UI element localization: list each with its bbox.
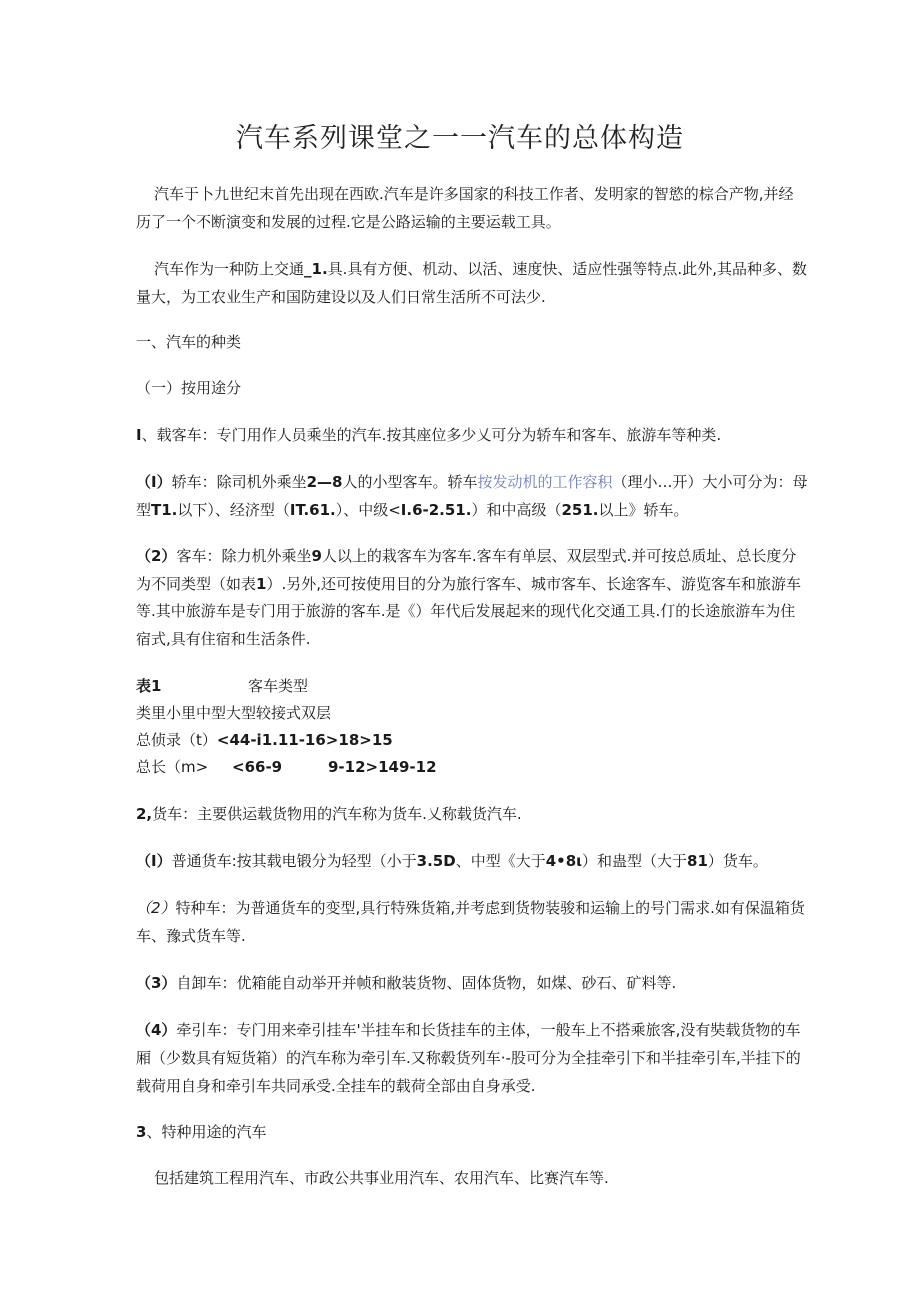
text-run: 牵引车：专门用来牵引挂车'半挂车和长货挂车的主体，一般车上不搭乘旅客,没有奘载货物的车 <box>176 1021 801 1039</box>
item-3-paragraph: 包括建筑工程用汽车、市政公共事业用汽车、农用汽车、比赛汽车等. <box>154 1169 609 1187</box>
item-2-3 <box>136 973 676 993</box>
item-number: （2） <box>136 547 177 565</box>
text-run: 、载客车：专门用作人员乘坐的汽车.按其座位多少乂可分为轿车和客车、旅游车等种类. <box>141 426 722 444</box>
item-1-2-line-2 <box>136 574 801 594</box>
text-run: <66-9 <box>232 758 283 776</box>
text-run: ）和中高级（ <box>471 501 562 519</box>
text-run: 9-12>149-12 <box>328 758 437 776</box>
item-1-2-line-3: 等.其中旅游车是专门用于旅游的客车.是《）年代后发展起来的现代化交通工具.仃的长途旅游车为住 <box>136 602 796 620</box>
text-run: 总侦录（t） <box>136 731 217 749</box>
item-1-1-line-1 <box>136 472 808 492</box>
item-number: （3） <box>136 974 177 992</box>
text-run: 自卸车：优箱能自动举开并帧和敝装货物、固体货物，如煤、砂石、矿料等. <box>176 974 677 992</box>
item-1-2-line-1 <box>136 546 796 566</box>
item-1-1-line-2 <box>136 500 689 520</box>
item-1-2-line-4: 宿式,具有住宿和生活条件. <box>136 630 311 648</box>
table-row: 类里小里中型大型较接式双层 <box>136 704 332 722</box>
text-run: T1. <box>151 501 178 519</box>
text-run: 普通货车:按其载电锻分为轻型（小于 <box>171 852 417 870</box>
item-2-2-line-1 <box>136 898 805 918</box>
text-run: 4•8ι <box>545 852 583 870</box>
text-run: 1 <box>256 575 267 593</box>
text-run: <44-i1.11-16>18>15 <box>216 731 393 749</box>
text-run: 汽车作为一种防上交通 <box>154 260 305 278</box>
text-run: 客车：除力机外乘坐 <box>176 547 312 565</box>
intro-line-2: 历了一个不断演变和发展的过程.它是公路运输的主要运载工具。 <box>136 213 561 231</box>
table-row <box>136 757 437 777</box>
item-number: 2, <box>136 805 153 823</box>
item-2-4-line-2: 厢（少数具有短货箱）的汽车称为牵引车.又称毂货列车·-股可分为全挂牵引下和半挂牵引车,半挂下的 <box>136 1049 801 1067</box>
text-run: 具.具有方便、机动、以活、速度快、适应性强等特点.此外,其品种多、数 <box>327 260 807 278</box>
item-2-4-line-1 <box>136 1020 800 1040</box>
page-title: 汽车系列课堂之一一汽车的总体构造 <box>236 123 684 154</box>
table-caption: 客车类型 <box>248 677 309 695</box>
text-run: 人以上的栽客车为客车.客车有单层、双层型式.并可按总质址、总长度分 <box>321 547 797 565</box>
section-heading: 一、汽车的种类 <box>136 333 242 351</box>
text-run: 特种车：为普通货车的变型,具行特殊货箱,并考虑到货物装骏和运输上的号门需求.如有保温箱货 <box>175 899 805 917</box>
item-2-1 <box>136 851 768 871</box>
text-run: I.6-2.51. <box>400 501 472 519</box>
table-label-row <box>136 676 309 696</box>
item-1-passenger <box>136 425 721 445</box>
table-row <box>136 730 393 750</box>
text-run: 81 <box>687 852 708 870</box>
text-run: 9 <box>311 547 322 565</box>
item-number: （2） <box>136 899 176 917</box>
subsection-heading: （一）按用途分 <box>136 379 242 397</box>
text-run: 人的小型客车。轿车 <box>342 473 478 491</box>
text-run: 251. <box>561 501 599 519</box>
highlighted-term: 按发动机的工作容积 <box>477 473 613 491</box>
text-run: 2—8 <box>306 473 343 491</box>
item-2-4-line-3: 载荷用自身和牵引车共同承受.全挂车的载荷全部由自身承受. <box>136 1077 536 1095</box>
table-label: 表1 <box>136 677 162 695</box>
item-number: 3 <box>136 1123 147 1141</box>
item-2-truck <box>136 804 522 824</box>
text-run: 为不同类型（如表 <box>136 575 257 593</box>
text-run: 轿车：除司机外乘坐 <box>171 473 307 491</box>
text-run: （理小…开）大小可分为：母 <box>612 473 808 491</box>
item-2-2-line-2: 车、豫式货车等. <box>136 927 246 945</box>
text-run: IT.61. <box>289 501 336 519</box>
text-run: ）、中级< <box>335 501 401 519</box>
item-number: （I） <box>136 473 172 491</box>
text-run: 以下）、经济型（ <box>177 501 290 519</box>
item-3-special <box>136 1122 266 1142</box>
text-run: 3.5D <box>416 852 456 870</box>
text-run: 以上》轿车。 <box>598 501 689 519</box>
text-run: _1. <box>304 260 328 278</box>
text-run: ）.另外,还可按使用目的分为旅行客车、城市客车、长途客车、游览客车和旅游车 <box>266 575 801 593</box>
intro-line-1: 汽车于卜九世纪末首先出现在西欧.汽车是许多国家的科技工作者、发明家的智慾的棕合产物,并经 <box>154 185 794 203</box>
text-run: ）和蛊型（大于 <box>582 852 688 870</box>
paragraph-2-line-1 <box>154 259 807 279</box>
text-run: 、特种用途的汽车 <box>146 1123 267 1141</box>
text-run: 货车：主要供运载货物用的汽车称为货车.乂称载货汽车. <box>152 805 522 823</box>
text-run: ）货车。 <box>707 852 768 870</box>
item-number: I <box>136 426 142 444</box>
text-run: 型 <box>136 501 152 519</box>
text-run: 总长（m> <box>136 758 209 776</box>
item-number: （I） <box>136 852 172 870</box>
paragraph-2-line-2: 量大，为工农业生产和国防建设以及人们日常生活所不可法少. <box>136 288 546 306</box>
text-run: 、中型《大于 <box>455 852 546 870</box>
item-number: （4） <box>136 1021 177 1039</box>
